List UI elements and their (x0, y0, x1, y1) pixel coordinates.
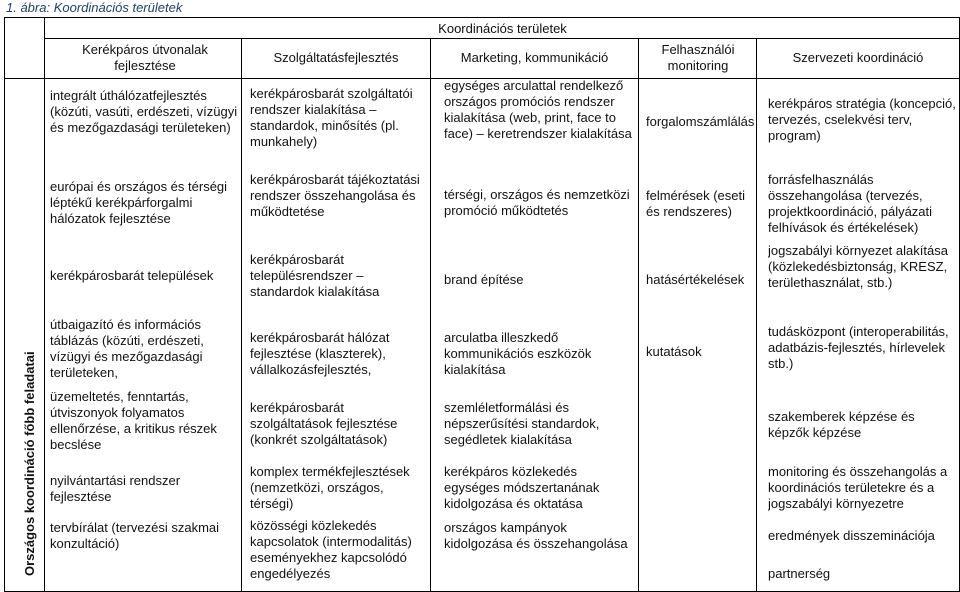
services-item: kerékpárosbarát szolgáltatások fejlesztése (konkrét szolgáltatások) (250, 400, 398, 447)
main-header: Koordinációs területek (438, 21, 567, 36)
coordination-item: jogszabályi környezet alakítása (közlekedésbiztonság, KRESZ, területhasználat, stb.) (768, 243, 948, 290)
column-header-services: Szolgáltatásfejlesztés (273, 50, 399, 65)
routes-item: üzemeltetés, fenntartás, útviszonyok folyamatos ellenőrzése, a kritikus részek becslése (50, 389, 217, 452)
coordination-item: kerékpáros stratégia (koncepció, tervezés, cselekvési terv, program) (768, 96, 956, 143)
services-item: komplex termékfejlesztések (nemzetközi, országos, térségi) (250, 464, 410, 511)
col-divider-4 (756, 38, 757, 592)
column-header-routes: Kerékpáros útvonalak fejlesztése (82, 42, 208, 73)
coordination-item: tudásközpont (interoperabilitás, adatbázis-fejlesztés, hírlevelek stb.) (768, 324, 949, 371)
services-item: kerékpárosbarát hálózat fejlesztése (klaszterek), vállalkozásfejlesztés, (250, 330, 390, 377)
routes-item: integrált úthálózatfejlesztés (közúti, vasúti, erdészeti, vízügyi és mezőgazdasági területeken) (50, 88, 238, 135)
marketing-item: egységes arculattal rendelkező országos promóciós rendszer kialakítása (web, print, face to face) – keretrendszer kialakítása (444, 78, 632, 141)
routes-item: nyilvántartási rendszer fejlesztése (50, 473, 181, 504)
coordination-item: szakemberek képzése és képzők képzése (768, 409, 915, 440)
col-divider-1 (241, 38, 242, 592)
table-border-left (4, 17, 5, 592)
coordination-item: forrásfelhasználás összehangolása (tervezés, projektkoordináció, pályázati felhívások és értékelések) (768, 172, 933, 235)
monitoring-item: kutatások (646, 344, 702, 359)
services-item: közösségi közlekedés kapcsolatok (intermodalitás) eseményekhez kapcsolódó engedélyezés (250, 518, 412, 581)
routes-item: útbaigazító és információs táblázás (közúti, erdészeti, vízügyi és mezőgazdasági területeken, (50, 317, 204, 380)
marketing-item: kerékpáros közlekedés egységes módszertanának kidolgozása és oktatása (444, 464, 600, 511)
routes-item: tervbírálat (tervezési szakmai konzultáció) (50, 520, 220, 551)
coordination-item: partnerség (768, 566, 831, 581)
header-divider (45, 38, 960, 39)
table-border-top (4, 17, 960, 18)
marketing-item: brand építése (444, 272, 524, 287)
services-item: kerékpárosbarát szolgáltatói rendszer kialakítása – standardok, minősítés (pl. munkahely) (250, 86, 413, 149)
routes-item: kerékpárosbarát települések (50, 268, 214, 283)
services-item: kerékpárosbarát tájékoztatási rendszer összehangolása és működtetése (250, 172, 420, 219)
routes-item: európai és országos és térségi léptékű kerékpárforgalmi hálózatok fejlesztése (50, 179, 228, 226)
monitoring-item: hatásértékelések (646, 272, 745, 287)
services-item: kerékpárosbarát településrendszer – standardok kialakítása (250, 252, 380, 299)
coordination-item: eredmények disszeminációja (768, 528, 935, 543)
sidebar-divider (44, 17, 45, 592)
column-header-coordination: Szervezeti koordináció (792, 50, 924, 65)
figure-caption: 1. ábra: Koordinációs területek (6, 0, 183, 15)
column-header-monitoring: Felhasználói monitoring (661, 42, 735, 73)
monitoring-item: forgalomszámlálás (646, 114, 754, 129)
column-header-marketing: Marketing, kommunikáció (460, 50, 609, 65)
sidebar-header: Országos koordináció főbb feladatai (22, 351, 37, 576)
marketing-item: arculatba illeszkedő kommunikációs eszközök kialakítása (444, 330, 592, 377)
col-divider-2 (430, 38, 431, 592)
marketing-item: térségi, országos és nemzetközi promóció működtetés (444, 187, 630, 218)
marketing-item: szemléletformálási és népszerűsítési standardok, segédletek kialakítása (444, 400, 600, 447)
marketing-item: országos kampányok kidolgozása és összehangolása (444, 520, 628, 551)
col-divider-3 (638, 38, 639, 592)
monitoring-item: felmérések (eseti és rendszeres) (646, 188, 745, 219)
coordination-item: monitoring és összehangolás a koordinációs területekre és a jogszabályi környezetre (768, 464, 948, 511)
